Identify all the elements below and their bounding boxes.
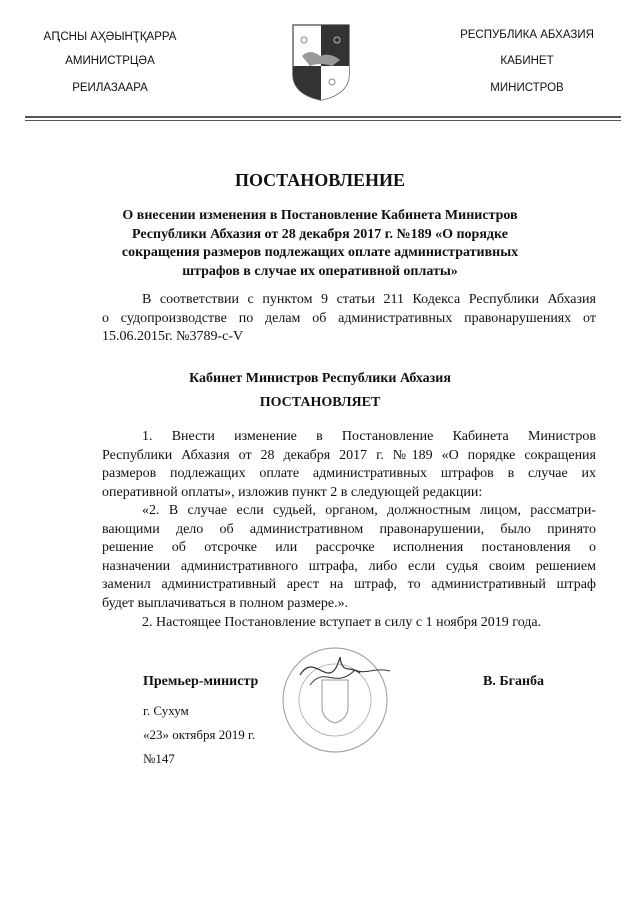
body-heading: Кабинет Министров Республики Абхазия <box>189 371 451 386</box>
document-subtitle <box>0 207 640 281</box>
official-stamp <box>280 645 390 755</box>
text-line: сокращения размеров подлежащих оплате административных <box>121 245 519 260</box>
text-line: о судопроизводстве по делам об административных правонарушениях от <box>102 310 596 326</box>
document-title: ПОСТАНОВЛЕНИЕ <box>234 170 406 190</box>
header-left-line: РЕИЛАЗААРА <box>72 82 148 94</box>
decree-item-1 <box>102 428 596 502</box>
decree-date: «23» октября 2019 г. <box>143 727 256 742</box>
signatory-name: В. Бганба <box>483 674 545 689</box>
preamble <box>102 291 596 347</box>
text-line: назначении административного штрафа, либо если судья своим решением <box>102 558 596 574</box>
signatory-position: Премьер-министр <box>143 674 259 689</box>
header-right-line: КАБИНЕТ <box>500 55 554 67</box>
header-right-line: РЕСПУБЛИКА АБХАЗИЯ <box>460 29 594 41</box>
decree-item-2 <box>102 614 596 633</box>
city: г. Сухум <box>143 703 189 718</box>
text-line: будет выплачиваться в полном размере.». <box>102 595 349 611</box>
text-line: решение об отсрочке или рассрочке исполнения постановления о <box>102 540 596 556</box>
header-left-line: АԤСНЫ АҲӘЫНҬҚАРРА <box>43 31 177 43</box>
text-line: оперативной оплаты», изложив пункт 2 в следующей редакции: <box>102 484 483 500</box>
text-line: вающими дело об административном правонарушении, было принято <box>102 521 596 537</box>
decree-number: №147 <box>143 751 175 766</box>
text-line: 1. Внести изменение в Постановление Кабинета Министров <box>142 429 596 444</box>
text-line: Республики Абхазия от 28 декабря 2017 г. №189 «О порядке сокращения <box>102 447 596 463</box>
coat-of-arms-icon <box>290 22 352 102</box>
text-line: заменил административный арест на штраф, то административный штраф <box>102 577 596 593</box>
text-line: размеров подлежащих оплате административных штрафов в случае их <box>102 466 596 482</box>
amendment-quote <box>102 502 596 614</box>
text-line: В соответствии с пунктом 9 статьи 211 Кодекса Республики Абхазия <box>142 292 596 307</box>
header-divider <box>25 116 621 118</box>
header-left-line: АМИНИСТРЦӘА <box>65 55 155 67</box>
header-divider <box>25 120 621 121</box>
text-line: Республики Абхазия от 28 декабря 2017 г. №189 «О порядке <box>132 226 508 242</box>
text-line: 2. Настоящее Постановление вступает в силу с 1 ноября 2019 года. <box>142 615 542 630</box>
text-line: О внесении изменения в Постановление Кабинета Министров <box>122 208 518 223</box>
decree-word: ПОСТАНОВЛЯЕТ <box>259 395 381 410</box>
header-left <box>10 29 210 94</box>
text-line: «2. В случае если судьей, органом, должностным лицом, рассматри- <box>142 503 596 518</box>
header-right <box>427 29 627 94</box>
text-line: штрафов в случае их оперативной оплаты» <box>182 263 458 279</box>
header-right-line: МИНИСТРОВ <box>490 82 564 94</box>
text-line: 15.06.2015г. №3789-с-V <box>102 329 244 345</box>
